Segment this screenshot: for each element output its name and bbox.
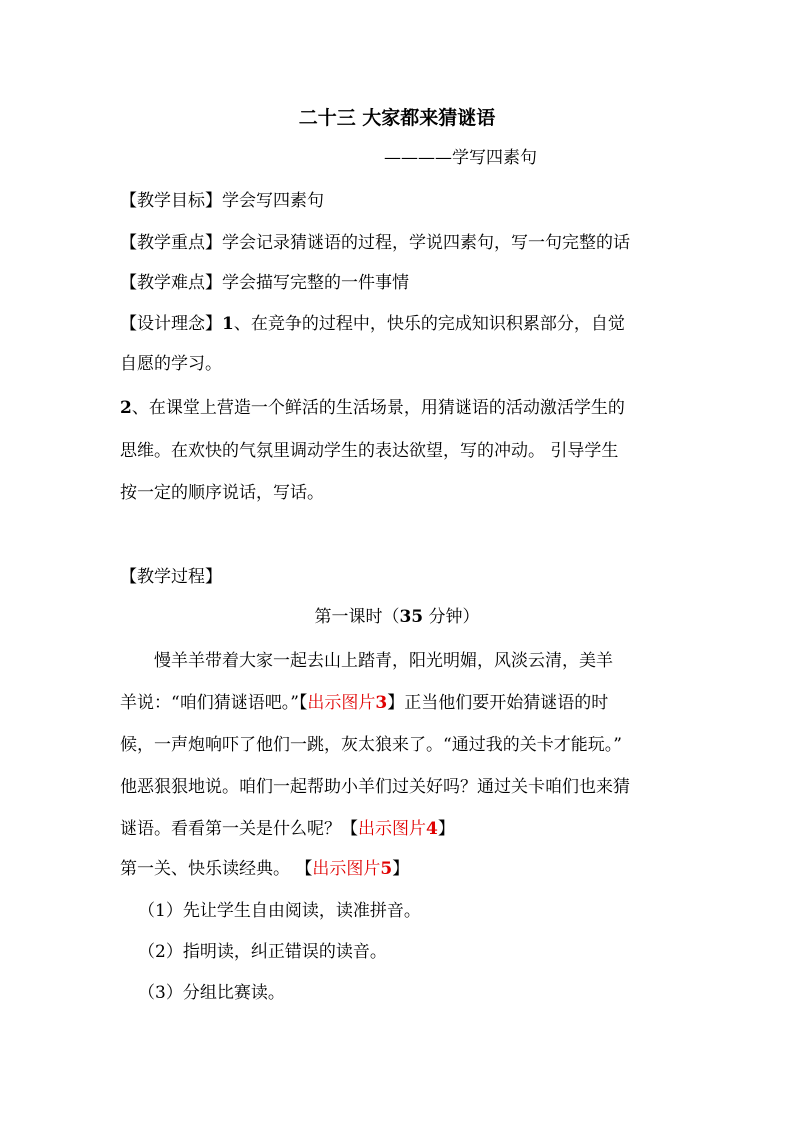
objective-line	[120, 190, 680, 212]
lesson-heading	[0, 606, 794, 628]
focus-label: 【教学重点】	[120, 233, 222, 253]
story-line-1: 慢羊羊带着大家一起去山上踏青，阳光明媚，风淡云清，美羊	[154, 651, 613, 671]
story-line-3: 候，一声炮响吓了他们一跳，灰太狼来了。“通过我的关卡才能玩。”	[120, 735, 622, 755]
concept-line-2: 自愿的学习。	[120, 354, 222, 374]
picture-number-4: 4	[426, 819, 438, 839]
story-l2-a: 羊说：“咱们猜谜语吧。”【	[120, 693, 308, 713]
story-line-4: 他恶狠狠地说。咱们一起帮助小羊们过关好吗？通过关卡咱们也来猜	[120, 777, 630, 797]
concept-line-5: 按一定的顺序说话，写话。	[120, 483, 324, 503]
process-label: 【教学过程】	[120, 567, 222, 587]
concept-label: 【设计理念】	[120, 314, 222, 334]
story-l5-b: 】	[437, 819, 455, 839]
page-title: 二十三 大家都来猜谜语	[298, 107, 496, 129]
concept-p2-text: 、在课堂上营造一个鲜活的生活场景，用猜谜语的活动激活学生的	[131, 398, 625, 418]
concept-line-3	[120, 397, 680, 419]
step-number: （2）	[138, 942, 183, 962]
story-line-2	[120, 692, 680, 714]
pass1-b: 】	[392, 859, 410, 879]
picture-number-3: 3	[375, 693, 388, 713]
lesson-pre: 第一课时（	[314, 607, 400, 627]
page-subtitle: ————学写四素句	[384, 148, 537, 168]
lesson-post: 分钟）	[428, 607, 480, 627]
story-l5-a: 谜语。看看第一关是什么呢？【	[120, 819, 358, 839]
pass1-line	[120, 858, 680, 880]
objective-label: 【教学目标】	[120, 191, 222, 211]
difficulty-text: 学会描写完整的一件事情	[222, 273, 409, 293]
concept-line-1	[120, 313, 680, 335]
lesson-minutes: 35	[399, 607, 424, 627]
concept-p2-number: 2	[120, 398, 132, 418]
story-line-5	[120, 818, 680, 840]
step-item	[138, 941, 698, 963]
story-l2-b: 】正当他们要开始猜谜语的时	[387, 693, 609, 713]
step-number: （1）	[138, 901, 183, 921]
show-picture-5: 出示图片	[312, 859, 381, 879]
concept-p1-number: 1	[222, 314, 234, 334]
pass1-a: 第一关、快乐读经典。 【	[120, 859, 313, 879]
difficulty-label: 【教学难点】	[120, 273, 222, 293]
step-item	[138, 982, 698, 1004]
show-picture-3: 出示图片	[307, 693, 376, 713]
step-text: 先让学生自由阅读，读准拼音。	[182, 901, 421, 921]
focus-line	[120, 232, 680, 254]
show-picture-4: 出示图片	[358, 819, 426, 839]
picture-number-5: 5	[380, 859, 393, 879]
step-number: （3）	[138, 983, 183, 1003]
step-item	[138, 900, 698, 922]
step-text: 分组比赛读。	[182, 983, 285, 1003]
difficulty-line	[120, 272, 680, 294]
focus-text: 学会记录猜谜语的过程，学说四素句，写一句完整的话	[222, 233, 630, 253]
concept-line-4: 思维。在欢快的气氛里调动学生的表达欲望，写的冲动。 引导学生	[120, 441, 619, 461]
objective-text: 学会写四素句	[222, 191, 324, 211]
step-text: 指明读，纠正错误的读音。	[182, 942, 387, 962]
concept-p1-text: 、在竞争的过程中，快乐的完成知识积累部分，自觉	[233, 314, 625, 334]
